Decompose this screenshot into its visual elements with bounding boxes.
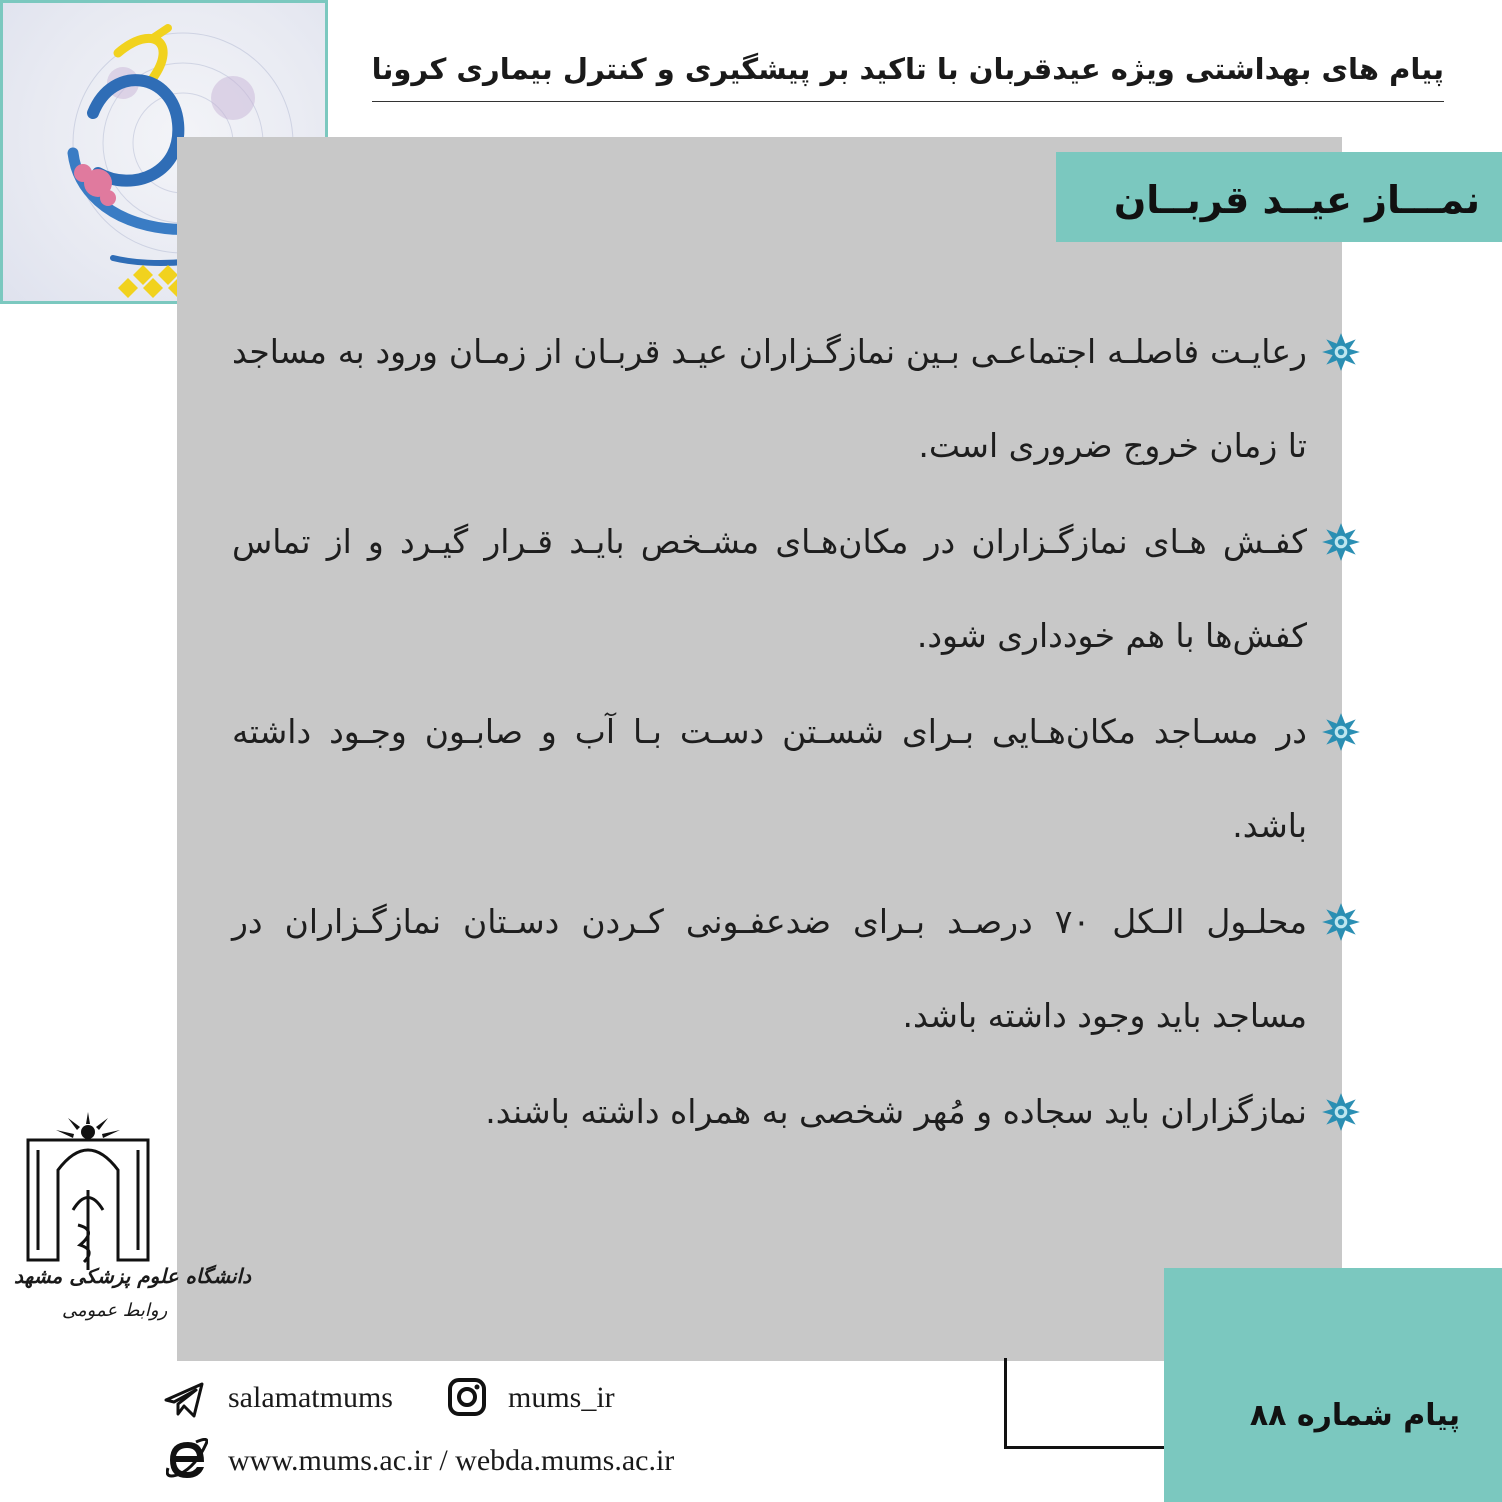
bullet-item-2: کفـش هـای نمازگـزاران در مکان‌هـای مشـخص بایـد قـرار گیـرد و از تماس کفش‌ها با هم خودداری شود. bbox=[232, 522, 1307, 655]
header-title: پیام های بهداشتی ویژه عیدقربان با تاکید بر پیشگیری و کنترل بیماری کرونا bbox=[371, 52, 1444, 86]
message-number-frame bbox=[1004, 1358, 1167, 1449]
bullet-item-5: نمازگزاران باید سجاده و مُهر شخصی به همراه داشته باشند. bbox=[485, 1092, 1307, 1131]
section-title-box bbox=[1056, 152, 1502, 242]
section-title: نمـــاز عیــد قربــان bbox=[1113, 178, 1480, 222]
star-ornament-icon bbox=[1320, 331, 1362, 373]
bullet-item-3: در مسـاجد مکان‌هـایی بـرای شسـتن دسـت بـا آب و صابـون وجـود داشته باشد. bbox=[232, 712, 1307, 845]
message-number: پیام شماره ۸۸ bbox=[1249, 1398, 1460, 1433]
telegram-icon[interactable] bbox=[162, 1378, 206, 1422]
bullet-item-1: رعایـت فاصلـه اجتماعـی بـین نمازگـزاران عیـد قربـان از زمـان ورود به مساجد تا زمان خروج ضروری است. bbox=[232, 332, 1307, 465]
browser-icon[interactable] bbox=[166, 1438, 208, 1480]
logo-caption-university: دانشگاه علوم پزشکی مشهد bbox=[14, 1264, 251, 1288]
instagram-handle[interactable]: mums_ir bbox=[508, 1381, 615, 1414]
bullet-item-4: محلـول الـکل ۷۰ درصـد بـرای ضدعفـونی کـردن دسـتان نمازگـزاران در مساجد باید وجود داشته باشد. bbox=[232, 902, 1307, 1035]
message-number-box bbox=[1164, 1268, 1502, 1502]
logo-caption-public-relations: روابط عمومی bbox=[62, 1300, 168, 1321]
instagram-icon[interactable] bbox=[447, 1377, 487, 1417]
website-urls[interactable]: www.mums.ac.ir / webda.mums.ac.ir bbox=[228, 1444, 675, 1477]
header-divider bbox=[372, 101, 1444, 102]
star-ornament-icon bbox=[1320, 1091, 1362, 1133]
star-ornament-icon bbox=[1320, 711, 1362, 753]
star-ornament-icon bbox=[1320, 521, 1362, 563]
star-ornament-icon bbox=[1320, 901, 1362, 943]
telegram-handle[interactable]: salamatmums bbox=[228, 1381, 393, 1414]
